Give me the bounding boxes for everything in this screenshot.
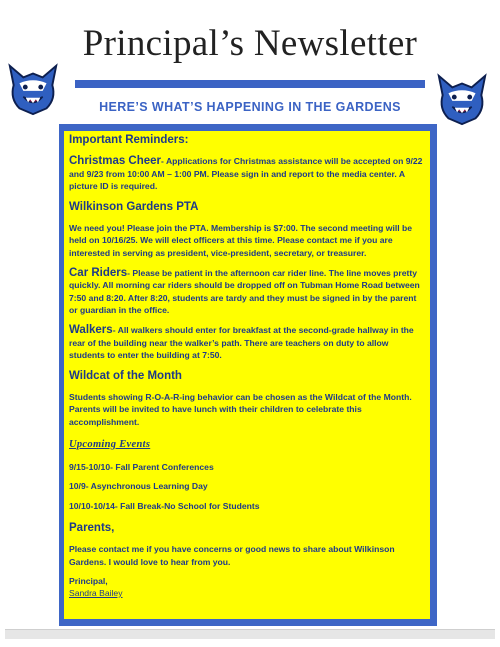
upcoming-events-heading: Upcoming Events xyxy=(69,438,151,450)
title-divider xyxy=(75,80,425,88)
event-item: 10/9- Asynchronous Learning Day xyxy=(69,481,208,492)
reminders-panel xyxy=(59,124,437,626)
event-item: 10/10-10/14- Fall Break-No School for Students xyxy=(69,500,260,511)
reminders-box xyxy=(64,131,430,619)
walkers-heading: Walkers xyxy=(69,323,113,336)
subheading: HERE’S WHAT’S HAPPENING IN THE GARDENS xyxy=(99,100,401,114)
car-riders-heading: Car Riders xyxy=(69,266,128,279)
parents-body: Please contact me if you have concerns or good news to share about Wilkinson Gardens. I would love to hear from you. xyxy=(69,544,395,567)
wildcat-mascot-icon xyxy=(433,70,491,128)
pta-heading: Wilkinson Gardens PTA xyxy=(69,200,199,213)
newsletter-title: Principal’s Newsletter xyxy=(82,23,418,64)
christmas-body: - Applications for Christmas assistance will be accepted on 9/22 and 9/23 from 10:00 AM – 1:00 PM. Please sign in and report to the media center. A picture ID is required. xyxy=(69,156,423,192)
wildcat-heading: Wildcat of the Month xyxy=(69,369,182,382)
walkers-body: - All walkers should enter for breakfast at the second-grade hallway in the rear of the building near the walker’s path. There are teachers on duty to allow students to enter the building at 7:50. xyxy=(69,324,414,361)
parents-heading: Parents, xyxy=(69,522,115,535)
christmas-section xyxy=(69,155,425,193)
pta-body: We need you! Please join the PTA. Membership is $7:00. The second meeting will be held on 10/16/25. We will elect officers at this time. Please contact me if you are interested in serving as president, vice-president, secretary, or treasurer. xyxy=(69,222,413,258)
walkers-section xyxy=(69,324,425,362)
car-riders-body: - Please be patient in the afternoon car rider line. The line moves pretty quickly. All morning car riders should be dropped off on Tubman Home Road between 7:50 and 8:20. After 8:20, students are tardy and they must be signed in by the parent or guardian in the office. xyxy=(69,267,420,316)
principal-signature: Sandra Bailey xyxy=(69,588,123,599)
reminders-heading: Important Reminders: xyxy=(69,134,189,146)
christmas-heading: Christmas Cheer xyxy=(69,155,162,167)
event-item: 9/15-10/10- Fall Parent Conferences xyxy=(69,461,214,472)
page-footer-bar xyxy=(5,629,495,639)
sign-off: Principal, xyxy=(69,576,108,587)
wildcat-body: Students showing R-O-A-R-ing behavior can be chosen as the Wildcat of the Month. Parents will be invited to have lunch with their children to celebrate this accomplishment. xyxy=(69,391,412,427)
car-riders-section xyxy=(69,267,425,317)
